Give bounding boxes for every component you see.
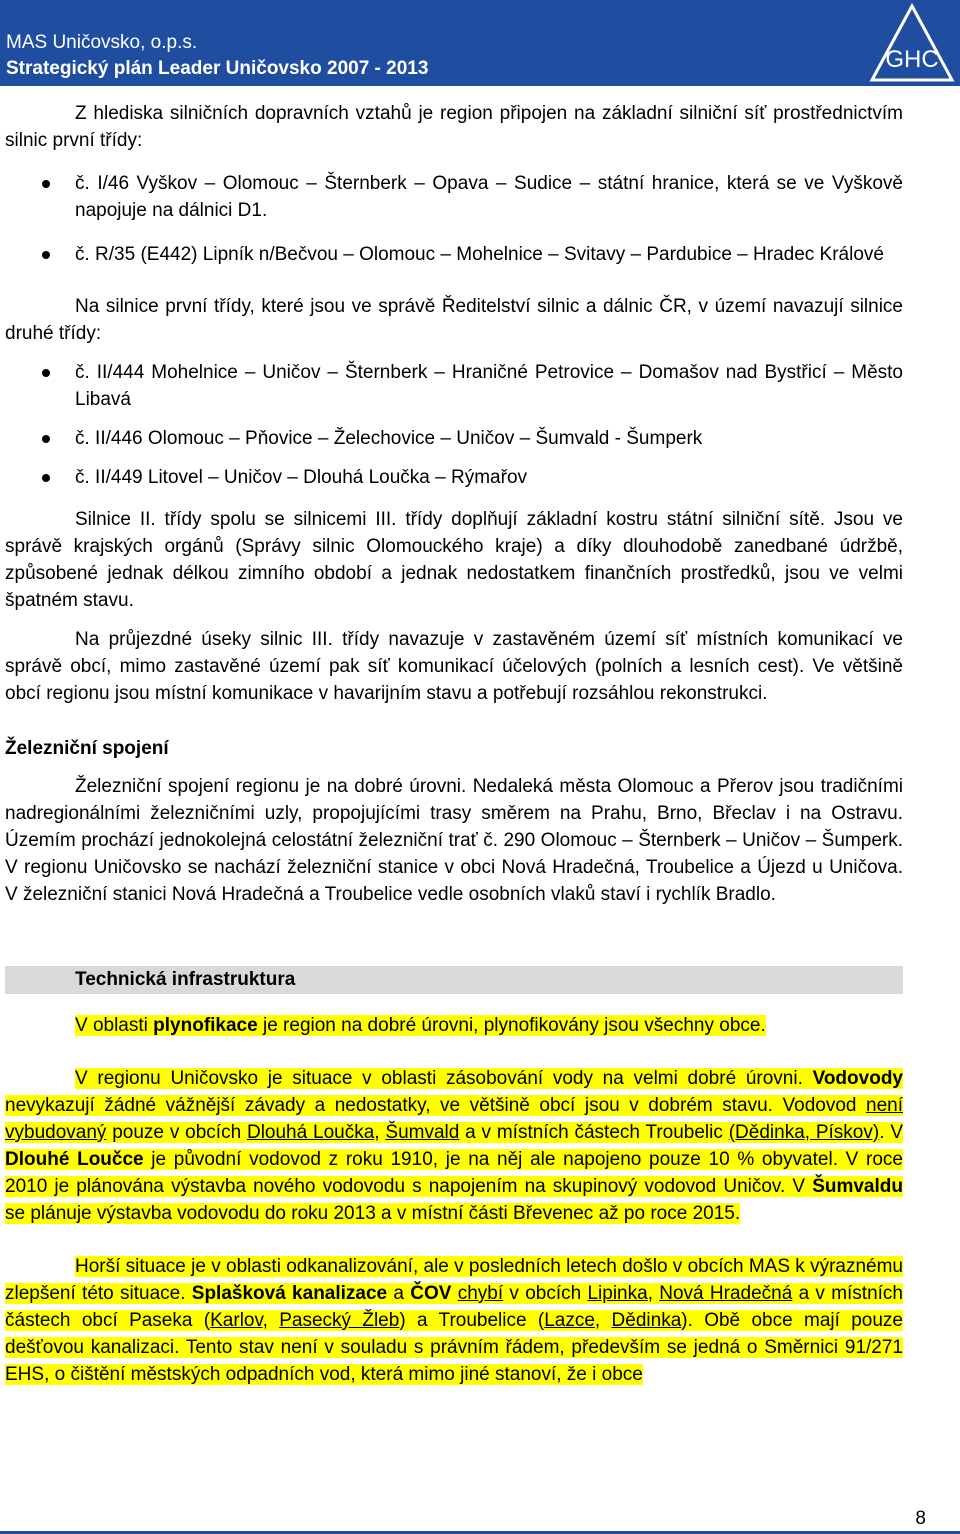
list-item: č. II/446 Olomouc – Pňovice – Želechovice – Uničov – Šumvald - Šumperk [5,425,903,452]
rail-heading: Železniční spojení [5,738,169,759]
water-supply-paragraph: V regionu Uničovsko je situace v oblasti zásobování vody na velmi dobré úrovni. Vodovody nevykazují žádné vážnější závady a nedostatky, ve většině obcí jsou v dobrém stavu. Vodovod není vybudovaný pouze v obcích Dlouhá Loučka, Šumvald a v místních částech Troubelic (Dědinka, Pískov). V Dlouhé Loučce je původní vodovod z roku 1910, je na něj ale napojeno pouze 10 % obyvatel. V roce 2010 je plánována výstavba nového vodovodu s napojením na skupinový vodovod Uničov. V Šumvaldu se plánuje výstavba vodovodu do roku 2013 a v místní části Břevenec až po roce 2015. [5,1068,904,1224]
rail-paragraph: Železniční spojení regionu je na dobré úrovni. Nedaleká města Olomouc a Přerov jsou tradičními nadregionálními železničními uzly, propojujícími trasy směrem na Prahu, Brno, Břeclav i na Ostravu. Územím prochází jednokolejná celostátní železniční trať č. 290 Olomouc – Šternberk – Uničov – Šumperk. V regionu Uničovsko se nachází železniční stanice v obci Nová Hradečná, Troubelice a Újezd u Uničova. V železniční stanici Nová Hradečná a Troubelice vedle osobních vlaků staví i rychlík Bradlo. [5,776,903,905]
org-name: MAS Uničovsko, o.p.s. [6,32,198,53]
local-roads-paragraph: Na průjezdné úseky silnic III. třídy navazuje v zastavěném území síť místních komunikací ve správě obcí, mimo zastavěné území pak síť komunikací účelových (polních a lesních cest). Ve většině obcí regionu jsou místní komunikace v havarijním stavu a potřebují rozsáhlou rekonstrukci. [5,629,903,704]
gas-paragraph: V oblasti plynofikace je region na dobré úrovni, plynofikovány jsou všechny obce. [75,1015,766,1036]
list-item: č. R/35 (E442) Lipník n/Bečvou – Olomouc – Mohelnice – Svitavy – Pardubice – Hradec Králové [5,241,903,268]
ghc-logo [866,0,958,86]
sewerage-paragraph: Horší situace je v oblasti odkanalizování, ale v posledních letech došlo v obcích MAS k výraznému zlepšení této situace. Splašková kanalizace a ČOV chybí v obcích Lipinka, Nová Hradečná a v místních částech obcí Paseka (Karlov, Pasecký Žleb) a Troubelice (Lazce, Dědinka). Obě obce mají pouze dešťovou kanalizaci. Tento stav není v souladu s právním řádem, především se jedná o Směrnici 91/271 EHS, o čištění městských odpadních vod, která mimo jiné stanoví, že i obce [5,1256,904,1385]
tech-infrastructure-heading: Technická infrastruktura [5,966,903,994]
second-class-intro: Na silnice první třídy, které jsou ve správě Ředitelství silnic a dálnic ČR, v území navazují silnice druhé třídy: [5,296,903,344]
logo-text: GHC [885,46,939,73]
document-body [5,100,903,1388]
second-class-roads-list [5,359,903,491]
list-item: č. II/449 Litovel – Uničov – Dlouhá Loučka – Rýmařov [5,464,903,491]
page-number: 8 [915,1508,926,1529]
roads-condition-paragraph: Silnice II. třídy spolu se silnicemi III. třídy doplňují základní kostru státní silniční sítě. Jsou ve správě krajských orgánů (Správy silnic Olomouckého kraje) a díky dlouhodobě zanedbané údržbě, způsobené jednak délkou zimního období a jednak nedostatkem finančních prostředků, jsou ve velmi špatném stavu. [5,509,903,611]
page-header [0,0,960,86]
list-item: č. II/444 Mohelnice – Uničov – Šternberk – Hraničné Petrovice – Domašov nad Bystřicí – Město Libavá [5,359,903,413]
list-item: č. I/46 Vyškov – Olomouc – Šternberk – Opava – Sudice – státní hranice, která se ve Vyškově napojuje na dálnici D1. [5,170,903,224]
plan-title: Strategický plán Leader Uničovsko 2007 - 2013 [6,58,429,79]
intro-paragraph: Z hlediska silničních dopravních vztahů je region připojen na základní silniční síť prostřednictvím silnic první třídy: [5,103,903,151]
first-class-roads-list [5,170,903,268]
